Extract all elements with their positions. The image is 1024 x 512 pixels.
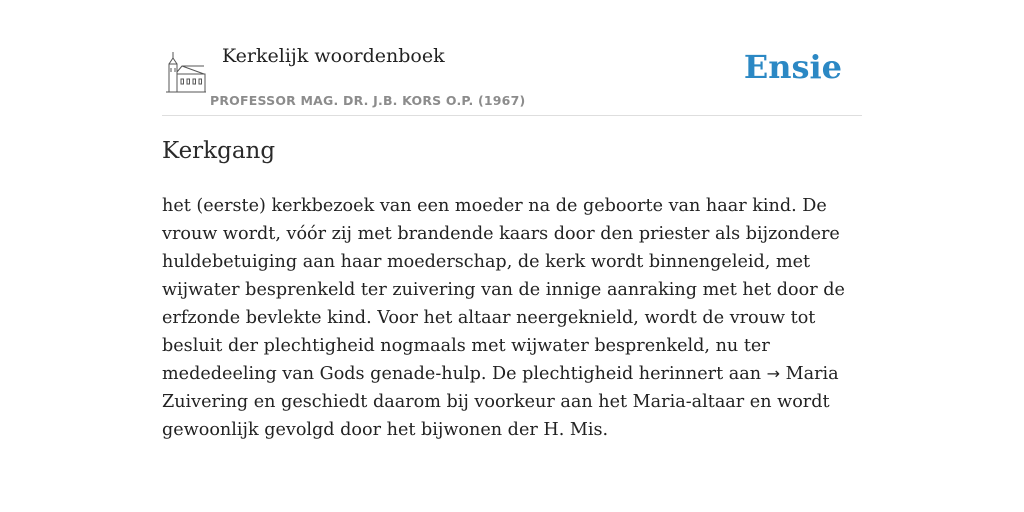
dictionary-header — [162, 40, 862, 116]
arrow-right-icon: → — [766, 364, 781, 383]
definition-text-part2: en geschiedt daarom bij voorkeur aan het Maria-altaar en wordt gewoonlijk gevolgd door het bijwonen der H. Mis. — [162, 392, 830, 440]
ensie-logo-link[interactable]: Ensie — [743, 48, 842, 86]
dictionary-title[interactable]: Kerkelijk woordenboek — [222, 45, 445, 67]
dictionary-author: PROFESSOR MAG. DR. J.B. KORS O.P. (1967) — [210, 93, 526, 108]
entry-definition — [162, 192, 862, 444]
entry-title: Kerkgang — [162, 138, 276, 164]
definition-text-part1: het (eerste) kerkbezoek van een moeder na de geboorte van haar kind. De vrouw wordt, vóór zij met brandende kaars door den priester als bijzondere huldebetuiging aan haar moederschap, de kerk wordt binnengeleid, met wijwater besprenkeld ter zuivering van de innige aanraking met het door de erfzonde bevlekte kind. Voor het altaar neergeknield, wordt de vrouw tot besluit der plechtigheid nogmaals met wijwater besprenkeld, nu ter mededeeling van Gods genade-hulp. De plechtigheid herinnert aan — [162, 196, 845, 384]
link-label: Maria Zuivering — [162, 364, 839, 412]
church-icon — [166, 50, 206, 94]
